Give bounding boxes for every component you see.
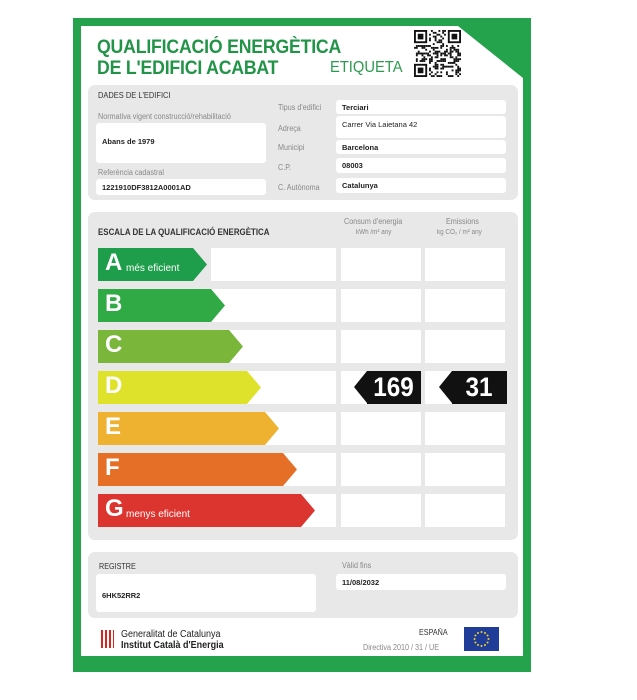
scale-cell-consumption (341, 248, 421, 281)
valid-until-label: Vàlid fins (342, 561, 372, 570)
generalitat-logo-icon (101, 630, 114, 648)
energy-class-letter: C (105, 331, 123, 358)
building-type-field (336, 100, 506, 114)
consumption-unit: kWh /m² any (356, 229, 392, 236)
energy-class-bar-c (98, 330, 243, 363)
region-value: Catalunya (342, 181, 378, 190)
energy-class-letter: D (105, 372, 123, 399)
energy-class-note: menys eficient (126, 509, 190, 520)
energy-class-note: més eficient (126, 263, 180, 274)
emissions-value-text: 31 (465, 372, 494, 402)
emissions-unit: kg CO₂ / m² any (437, 229, 482, 236)
scale-cell-consumption (341, 453, 421, 486)
scale-cell-emissions (425, 289, 505, 322)
energy-class-letter: E (105, 413, 122, 440)
postal-code-label: C.P. (278, 163, 292, 172)
label-tag: ETIQUETA (330, 59, 403, 76)
consumption-header: Consum d'energia (344, 217, 403, 226)
building-section-title: DADES DE L'EDIFICI (98, 90, 171, 100)
energy-class-bar-e (98, 412, 279, 445)
building-type-value: Terciari (342, 103, 369, 112)
scale-cell-emissions (425, 248, 505, 281)
consumption-rating-value (367, 371, 421, 404)
address-value: Carrer Via Laietana 42 (342, 120, 418, 129)
scale-cell-bar (211, 289, 336, 322)
corner-fold (458, 26, 523, 78)
scale-cell-consumption (341, 494, 421, 527)
energy-class-letter: A (105, 249, 123, 276)
valid-until-value: 11/08/2032 (342, 578, 380, 587)
scale-cell-consumption (341, 330, 421, 363)
title-line-1: QUALIFICACIÓ ENERGÈTICA (97, 37, 342, 58)
energy-class-letter: F (105, 454, 120, 481)
municipality-field (336, 140, 506, 154)
consumption-value-text: 169 (373, 372, 415, 402)
emissions-rating-value (452, 371, 507, 404)
address-label: Adreça (278, 124, 301, 133)
eu-flag-icon (464, 627, 499, 651)
scale-cell-emissions (425, 412, 505, 445)
energy-class-bar-d (98, 371, 261, 404)
directive-label: Directiva 2010 / 31 / UE (363, 643, 440, 652)
cadastral-value: 1221910DF3812A0001AD (102, 183, 191, 192)
org-line-2: Institut Català d'Energia (121, 640, 224, 651)
cadastral-field (96, 179, 266, 195)
region-field (336, 178, 506, 193)
address-field (336, 116, 506, 138)
qr-code-icon (414, 30, 461, 77)
energy-class-bar-f (98, 453, 297, 486)
postal-code-value: 08003 (342, 161, 363, 170)
valid-until-field (336, 574, 506, 590)
registry-value: 6HK52RR2 (102, 591, 141, 600)
building-type-label: Tipus d'edifici (278, 103, 322, 112)
postal-code-field (336, 158, 506, 173)
scale-cell-consumption (341, 289, 421, 322)
emissions-header: Emissions (446, 217, 479, 226)
regulation-label: Normativa vigent construcció/rehabilitació (98, 112, 231, 121)
cadastral-label: Referència cadastral (98, 168, 165, 177)
scale-section-title: ESCALA DE LA QUALIFICACIÓ ENERGÈTICA (98, 227, 270, 237)
scale-cell-emissions (425, 453, 505, 486)
energy-class-bar-g (98, 494, 315, 527)
country-label: ESPAÑA (419, 628, 448, 637)
energy-class-bar-b (98, 289, 225, 322)
scale-cell-bar (211, 248, 336, 281)
energy-class-letter: G (105, 495, 124, 522)
scale-cell-emissions (425, 494, 505, 527)
registry-field (96, 574, 316, 612)
region-label: C. Autònoma (278, 183, 320, 192)
energy-class-bar-a (98, 248, 207, 281)
energy-class-letter: B (105, 290, 123, 317)
registry-label: REGISTRE (99, 562, 136, 571)
regulation-value: Abans de 1979 (102, 137, 155, 146)
scale-cell-consumption (341, 412, 421, 445)
municipality-label: Municipi (278, 143, 305, 152)
title-line-2: DE L'EDIFICI ACABAT (97, 58, 279, 79)
municipality-value: Barcelona (342, 143, 379, 152)
regulation-field (96, 123, 266, 163)
scale-cell-emissions (425, 330, 505, 363)
org-line-1: Generalitat de Catalunya (121, 629, 221, 640)
